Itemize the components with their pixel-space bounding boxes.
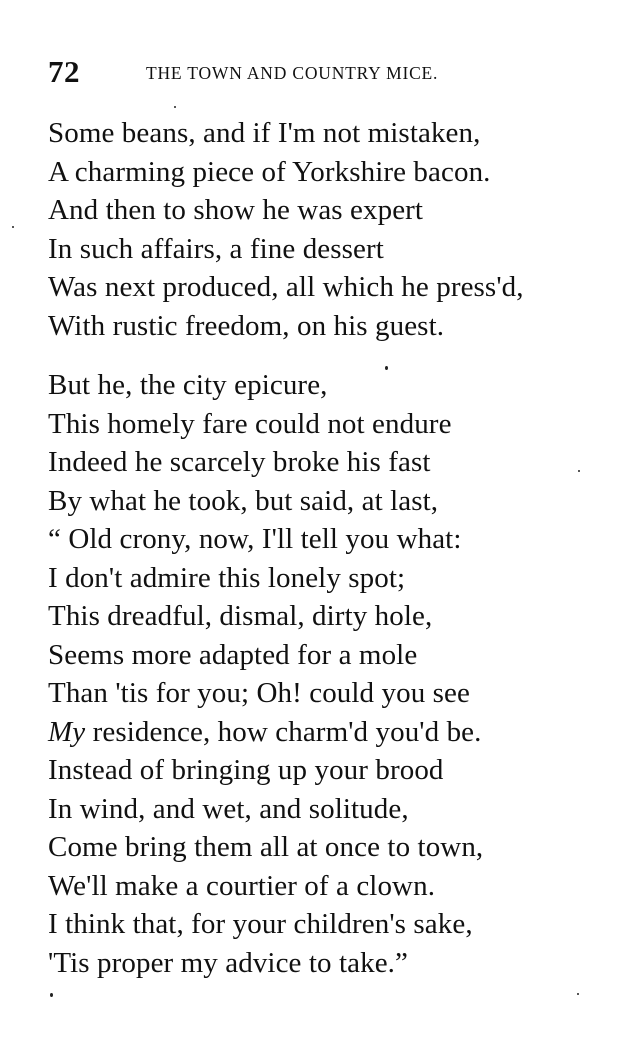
scan-speck <box>174 106 176 108</box>
scan-speck <box>577 993 579 995</box>
scan-speck <box>385 366 388 370</box>
poem-line: A charming piece of Yorkshire bacon. <box>48 155 491 188</box>
poem-line: I don't admire this lonely spot; <box>48 561 406 594</box>
running-title: THE TOWN AND COUNTRY MICE. <box>146 63 439 83</box>
scan-speck <box>50 993 53 997</box>
poem-line: We'll make a courtier of a clown. <box>48 869 436 902</box>
poem-line: 'Tis proper my advice to take.” <box>48 946 409 979</box>
scan-speck <box>578 470 580 472</box>
poem-line-emphasized <box>48 713 618 752</box>
stanza-1 <box>48 114 618 345</box>
poem-line: “ Old crony, now, I'll tell you what: <box>48 523 462 555</box>
scan-speck <box>12 226 14 228</box>
stanza-2 <box>48 366 618 982</box>
poem-line: But he, the city epicure, <box>48 369 328 401</box>
line-remainder: residence, how charm'd you'd be. <box>85 715 482 748</box>
poem-line: With rustic freedom, on his guest. <box>48 309 445 342</box>
poem-line: Than 'tis for you; Oh! could you see <box>48 677 470 709</box>
poem-line: Seems more adapted for a mole <box>48 638 418 671</box>
page-header <box>48 52 608 92</box>
poem-line: This dreadful, dismal, dirty hole, <box>48 600 433 632</box>
poem-line: Instead of bringing up your brood <box>48 754 444 786</box>
poem-line: Some beans, and if I'm not mistaken, <box>48 117 481 149</box>
poem-line: And then to show he was expert <box>48 194 424 226</box>
poem-line: In such affairs, a fine dessert <box>48 232 384 265</box>
emphasized-word: My <box>48 715 86 748</box>
poem-line: By what he took, but said, at last, <box>48 484 439 517</box>
poem-line: Indeed he scarcely broke his fast <box>48 446 431 478</box>
poem-line: This homely fare could not endure <box>48 407 452 440</box>
poem-line: Come bring them all at once to town, <box>48 831 484 863</box>
poem-line: Was next produced, all which he press'd, <box>48 271 524 303</box>
poem-line: In wind, and wet, and solitude, <box>48 792 409 825</box>
page-number: 72 <box>48 54 80 89</box>
poem-line: I think that, for your children's sake, <box>48 908 473 940</box>
